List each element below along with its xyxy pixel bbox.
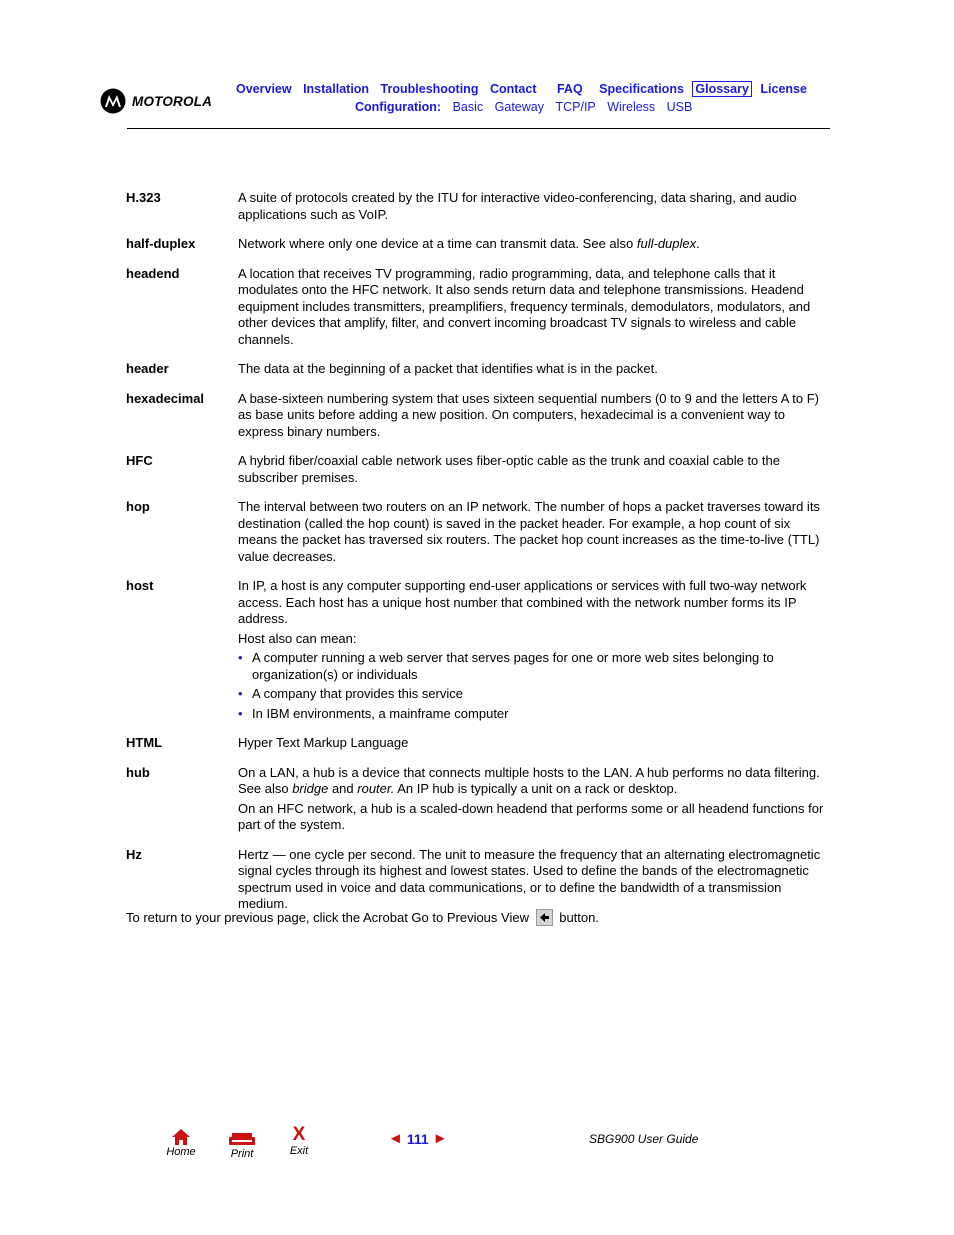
- term: hop: [126, 499, 150, 514]
- glossary-entry: [126, 190, 832, 226]
- definition-text: An IP hub is typically a unit on a rack or desktop.: [394, 781, 678, 796]
- glossary-entry: [126, 361, 832, 381]
- nav-faq[interactable]: FAQ: [556, 82, 583, 96]
- definition: [238, 391, 832, 444]
- nav-gateway[interactable]: Gateway: [494, 100, 544, 114]
- bullet-icon: •: [238, 705, 243, 721]
- nav-glossary[interactable]: Glossary: [692, 81, 752, 97]
- header-divider: [127, 128, 830, 129]
- bullet-icon: •: [238, 650, 243, 665]
- term: H.323: [126, 190, 161, 205]
- term: HFC: [126, 453, 153, 468]
- print-label: Print: [230, 1148, 254, 1160]
- glossary-entry: [126, 236, 832, 256]
- definition: [238, 765, 832, 837]
- guide-title: SBG900 User Guide: [589, 1132, 699, 1146]
- return-instruction: [126, 909, 599, 926]
- definition: [238, 361, 832, 381]
- term: headend: [126, 265, 180, 281]
- definition-text: Hyper Text Markup Language: [238, 735, 409, 750]
- definition: [238, 499, 832, 568]
- list-item: [238, 706, 832, 723]
- definition: [238, 190, 832, 226]
- term: header: [126, 361, 169, 376]
- nav-specifications[interactable]: Specifications: [599, 82, 684, 96]
- nav-wireless[interactable]: Wireless: [607, 100, 656, 114]
- term: host: [126, 578, 154, 593]
- return-text: button.: [559, 910, 599, 925]
- exit-icon: X: [292, 1124, 306, 1145]
- definition-text: A location that receives TV programming, radio programming, data, and telephone calls that it modulates onto the HFC network. It also sends return data and telephone transmissions. Headend equipment includes transmitters, preamplifiers, frequency terminals, demodulators, modulators, and other devices that amplify, filter, and convert incoming broadcast TV signals to wireless and cable channels.: [238, 265, 811, 347]
- glossary-entry: [126, 735, 832, 755]
- nav-contact[interactable]: Contact: [489, 82, 537, 96]
- definition-text: Network where only one device at a time can transmit data. See also: [238, 236, 637, 251]
- definition-text: A suite of protocols created by the ITU for interactive video-conferencing, data sharing, and audio applications such as VoIP.: [238, 190, 797, 222]
- print-button[interactable]: [226, 1133, 258, 1160]
- list-item: [238, 650, 832, 683]
- nav-row-configuration: [355, 100, 700, 114]
- return-text: To return to your previous page, click the Acrobat Go to Previous View: [126, 910, 529, 925]
- list-item-text: A company that provides this service: [252, 686, 463, 701]
- glossary-entry: [126, 847, 832, 916]
- home-label: Home: [166, 1146, 196, 1158]
- list-item-text: A computer running a web server that serves pages for one or more web sites belonging to organization(s) or individuals: [252, 650, 774, 682]
- term: hexadecimal: [126, 390, 205, 406]
- list-item: [238, 686, 832, 703]
- definition: [238, 578, 832, 725]
- page-number: 111: [406, 1130, 429, 1147]
- cross-reference: bridge: [292, 781, 329, 796]
- glossary-entry: [126, 266, 832, 352]
- glossary-entry: [126, 578, 832, 725]
- definition-text: A base-sixteen numbering system that uses sixteen sequential numbers (0 to 9 and the letters A to F) as base units before adding a new position. On computers, hexadecimal is a convenient way to express binary numbers.: [238, 390, 819, 439]
- cross-reference: full-duplex: [636, 236, 697, 251]
- definition-text: In IP, a host is any computer supporting end-user applications or services with full two-way network access. Each host has a unique host number that combined with the network number forms its IP address.: [238, 578, 807, 626]
- definition: [238, 236, 832, 256]
- nav-basic[interactable]: Basic: [452, 100, 484, 114]
- previous-page-icon[interactable]: ◄: [388, 1130, 403, 1147]
- bullet-icon: •: [238, 686, 243, 701]
- definition: [238, 266, 832, 352]
- definition-text: Hertz — one cycle per second. The unit to measure the frequency that an alternating electromagnetic signal cycles through its highest and lowest states. Used to define the bands of the electromagnetic spectrum used in voice and data communications, or to define the bandwidth of a transmission medium.: [238, 846, 821, 911]
- definition: [238, 735, 832, 755]
- page-navigator: [388, 1130, 448, 1147]
- nav-license[interactable]: License: [760, 82, 807, 96]
- term: hub: [126, 764, 150, 780]
- definition-text: The interval between two routers on an IP network. The number of hops a packet traverses toward its destination (called the hop count) is saved in the packet header. For example, a hop count of six means the packet has traversed six routers. The packet hop count increases as the time-to-live (TTL) value decreases.: [238, 499, 820, 564]
- printer-icon: [228, 1133, 256, 1147]
- next-page-icon[interactable]: ►: [432, 1130, 448, 1147]
- exit-label: Exit: [289, 1145, 309, 1157]
- definition-text: and: [328, 781, 358, 796]
- term: half-duplex: [126, 236, 196, 251]
- nav-installation[interactable]: Installation: [303, 82, 370, 96]
- nav-usb[interactable]: USB: [666, 100, 693, 114]
- definition-text: On a LAN, a hub is a device that connects multiple hosts to the LAN. A hub performs no data filtering. See also: [238, 764, 820, 796]
- home-button[interactable]: [164, 1128, 198, 1158]
- definition-text: .: [696, 236, 700, 251]
- definition: [238, 847, 832, 916]
- previous-view-icon[interactable]: [536, 909, 553, 926]
- bullet-list: [238, 650, 832, 722]
- home-icon: [171, 1128, 191, 1146]
- definition-text: The data at the beginning of a packet that identifies what is in the packet.: [238, 361, 658, 376]
- configuration-label: Configuration:: [355, 100, 442, 114]
- definition: [238, 453, 832, 489]
- list-item-text: In IBM environments, a mainframe computer: [252, 705, 509, 721]
- glossary-entry: [126, 499, 832, 568]
- exit-button[interactable]: [286, 1125, 312, 1157]
- glossary-list: [126, 190, 832, 926]
- nav-tcpip[interactable]: TCP/IP: [555, 100, 596, 114]
- motorola-batwing-icon: [100, 88, 126, 114]
- glossary-entry: [126, 765, 832, 837]
- motorola-logo: [100, 88, 212, 114]
- glossary-entry: [126, 453, 832, 489]
- term: HTML: [126, 735, 163, 750]
- brand-name: MOTOROLA: [132, 93, 213, 109]
- definition-text: Host also can mean:: [238, 630, 357, 646]
- nav-overview[interactable]: Overview: [236, 82, 292, 96]
- cross-reference: router.: [357, 781, 395, 796]
- nav-row-main: [236, 81, 815, 97]
- glossary-entry: [126, 391, 832, 444]
- term: Hz: [126, 846, 142, 862]
- nav-troubleshooting[interactable]: Troubleshooting: [380, 82, 479, 96]
- definition-text: A hybrid fiber/coaxial cable network uses fiber-optic cable as the trunk and coaxial cable to the subscriber premises.: [238, 453, 780, 485]
- definition-text: On an HFC network, a hub is a scaled-down headend that performs some or all headend functions for part of the system.: [238, 800, 824, 832]
